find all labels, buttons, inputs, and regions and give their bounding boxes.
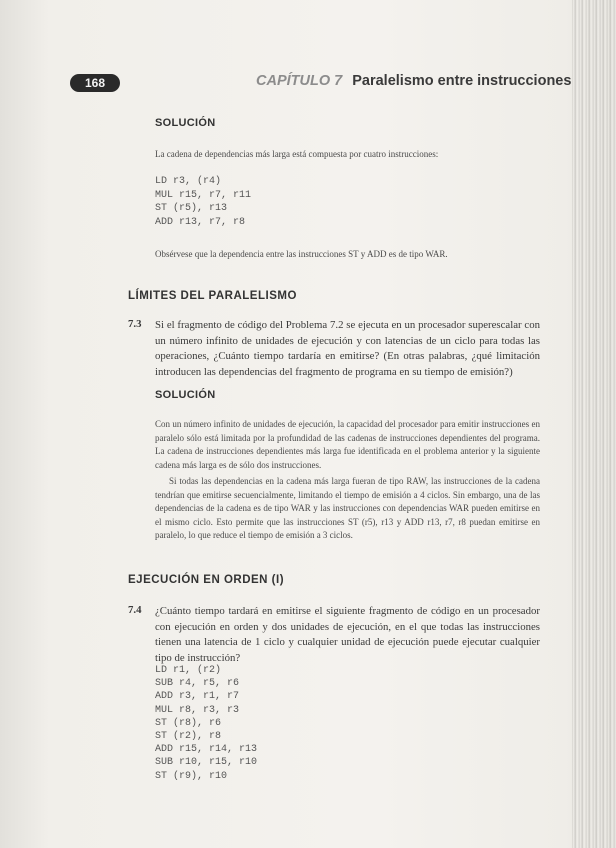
problem-7-4-code-block [155, 664, 257, 783]
code-line: ST (r9), r10 [155, 770, 228, 782]
code-line: ST (r2), r8 [155, 731, 222, 743]
solution2-paragraph-2: Si todas las dependencias en la cadena más larga fueran de tipo RAW, las instrucciones de la cadena tendrían que emitirse secuencialmente, limitando el tiempo de emisión a 4 ciclos. Sin embargo, una de las dependencias de la cadena es de tipo WAR y las instrucciones con dependencias WAR pueden emitirse en el mismo ciclo. Esto permite que las instrucciones ST (r5), r13 y ADD r13, r7, r8 puedan emitirse en paralelo, lo que reduce el tiempo de emisión a 3 ciclos. [155, 476, 540, 541]
solution1-code-block [155, 175, 251, 229]
code-line: SUB r10, r15, r10 [155, 757, 258, 769]
page-binding-edge [572, 0, 616, 848]
section-heading-in-order: EJECUCIÓN EN ORDEN (I) [128, 574, 285, 586]
code-line: LD r3, (r4) [155, 176, 222, 187]
solution-heading-1: SOLUCIÓN [155, 117, 216, 129]
code-line: LD r1, (r2) [155, 665, 222, 676]
code-line: ADD r3, r1, r7 [155, 691, 240, 703]
solution1-intro: La cadena de dependencias más larga está compuesta por cuatro instrucciones: [155, 149, 439, 159]
solution-heading-2: SOLUCIÓN [155, 389, 216, 401]
code-line: MUL r8, r3, r3 [155, 704, 240, 716]
page-number-badge: 168 [70, 74, 120, 92]
solution2-paragraph-1: Con un número infinito de unidades de ejecución, la capacidad del procesador para emitir instrucciones en paralelo sólo está limitada por la profundidad de las cadenas de instrucciones dependientes del programa. La cadena de instrucciones dependientes más larga fue identificada en el problema anterior y la siguiente cadena más larga es de sólo dos instrucciones. [155, 419, 540, 470]
code-line: SUB r4, r5, r6 [155, 678, 240, 690]
code-line: MUL r15, r7, r11 [155, 189, 252, 201]
chapter-heading [256, 73, 571, 89]
section-heading-limits: LÍMITES DEL PARALELISMO [128, 290, 297, 302]
chapter-prefix: CAPÍTULO 7 [256, 73, 343, 89]
problem-number-7-4: 7.4 [128, 604, 142, 616]
code-line: ST (r8), r6 [155, 717, 222, 729]
code-line: ADD r15, r14, r13 [155, 744, 258, 756]
problem-number-7-3: 7.3 [128, 318, 142, 330]
chapter-title: Paralelismo entre instrucciones [352, 73, 572, 89]
solution1-note: Obsérvese que la dependencia entre las instrucciones ST y ADD es de tipo WAR. [155, 249, 448, 259]
problem-7-4-text: ¿Cuánto tiempo tardará en emitirse el siguiente fragmento de código en un procesador con ejecución en orden y dos unidades de ejecución, en el que todas las instrucciones tienen una latencia de 1 ciclo y cualquier unidad de ejecución puede ejecutar cualquier tipo de instrucción? [155, 605, 540, 664]
code-line: ST (r5), r13 [155, 203, 228, 214]
code-line: ADD r13, r7, r8 [155, 216, 246, 228]
problem-7-3-text: Si el fragmento de código del Problema 7.2 se ejecuta en un procesador superescalar con un número infinito de unidades de ejecución y con latencias de un ciclo para todas las operaciones, ¿Cuánto tiempo tardaría en emitirse? (En otras palabras, ¿qué limitación introducen las dependencias del fragmento de programa en su tiempo de emisión?) [155, 319, 540, 378]
page-header [70, 72, 572, 94]
